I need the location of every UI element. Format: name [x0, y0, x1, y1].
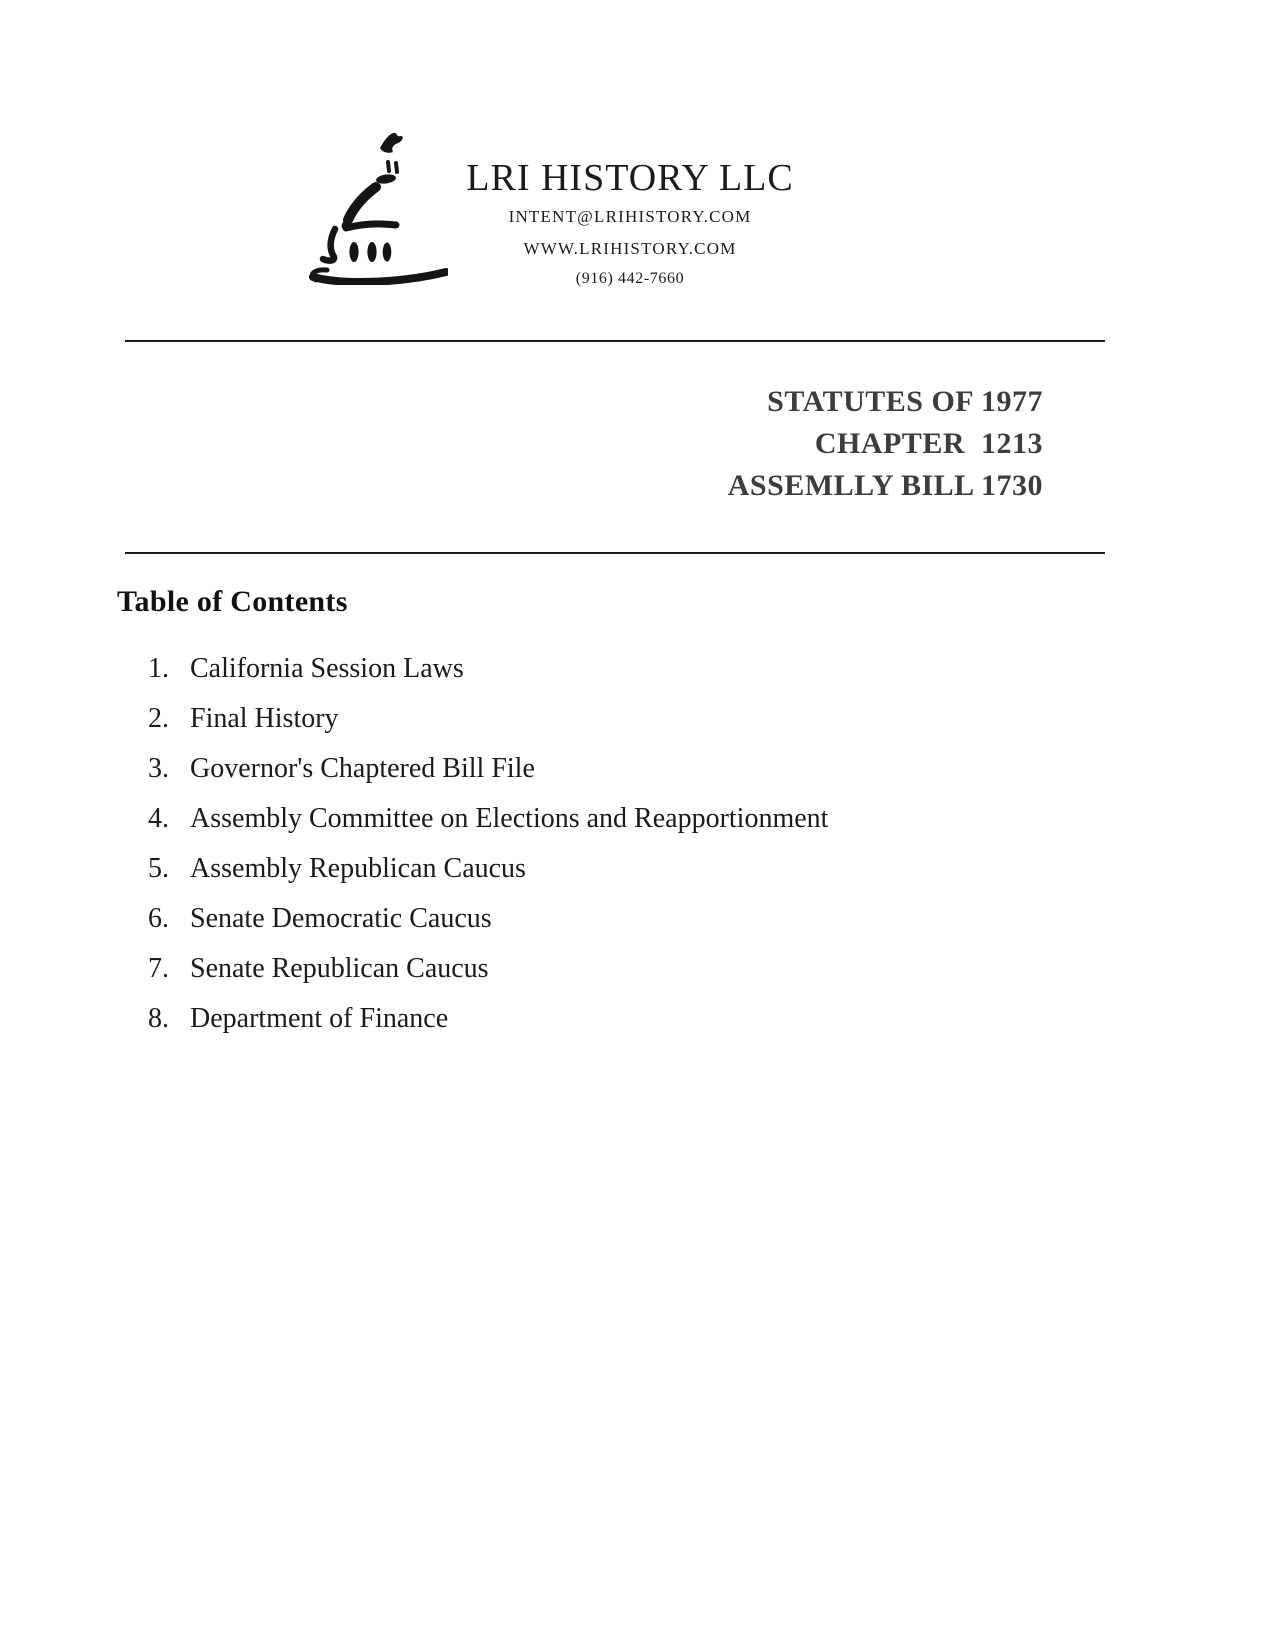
toc-list	[148, 644, 828, 1044]
toc-item-label: California Session Laws	[190, 653, 464, 684]
capitol-dome-sketch-icon	[296, 130, 448, 285]
toc-item-label: Assembly Republican Caucus	[190, 853, 526, 884]
toc-item	[148, 694, 828, 744]
header-divider-line	[125, 340, 1105, 342]
toc-item-number: 3.	[148, 753, 169, 784]
toc-item	[148, 944, 828, 994]
chapter-line: CHAPTER 1213	[814, 427, 1043, 460]
assembly-bill-line: ASSEMLLY BILL 1730	[727, 469, 1043, 502]
statutes-line: STATUTES OF 1977	[767, 385, 1043, 418]
toc-item-label: Assembly Committee on Elections and Reapportionment	[190, 803, 829, 834]
toc-item-label: Final History	[190, 703, 339, 734]
toc-item-number: 5.	[148, 853, 169, 884]
toc-item-number: 4.	[148, 803, 169, 834]
reference-divider-line	[125, 552, 1105, 554]
toc-item	[148, 644, 828, 694]
company-phone: (916) 442-7660	[575, 270, 685, 287]
toc-item	[148, 994, 828, 1044]
toc-item-number: 2.	[148, 703, 169, 734]
toc-item-number: 6.	[148, 903, 169, 934]
toc-item	[148, 894, 828, 944]
statute-reference-block	[728, 381, 1043, 507]
toc-item-label: Senate Democratic Caucus	[190, 903, 492, 934]
company-email: INTENT@LRIHISTORY.COM	[508, 207, 752, 226]
toc-item	[148, 794, 828, 844]
toc-item-label: Department of Finance	[190, 1003, 449, 1034]
toc-heading: Table of Contents	[117, 585, 348, 618]
toc-item	[148, 744, 828, 794]
toc-item-label: Governor's Chaptered Bill File	[190, 753, 535, 784]
toc-item-number: 7.	[148, 953, 169, 984]
toc-item	[148, 844, 828, 894]
company-website: WWW.LRIHISTORY.COM	[523, 239, 737, 258]
company-name: LRI HISTORY LLC	[466, 157, 794, 199]
toc-item-number: 8.	[148, 1003, 169, 1034]
toc-item-label: Senate Republican Caucus	[190, 953, 489, 984]
toc-item-number: 1.	[148, 653, 169, 684]
